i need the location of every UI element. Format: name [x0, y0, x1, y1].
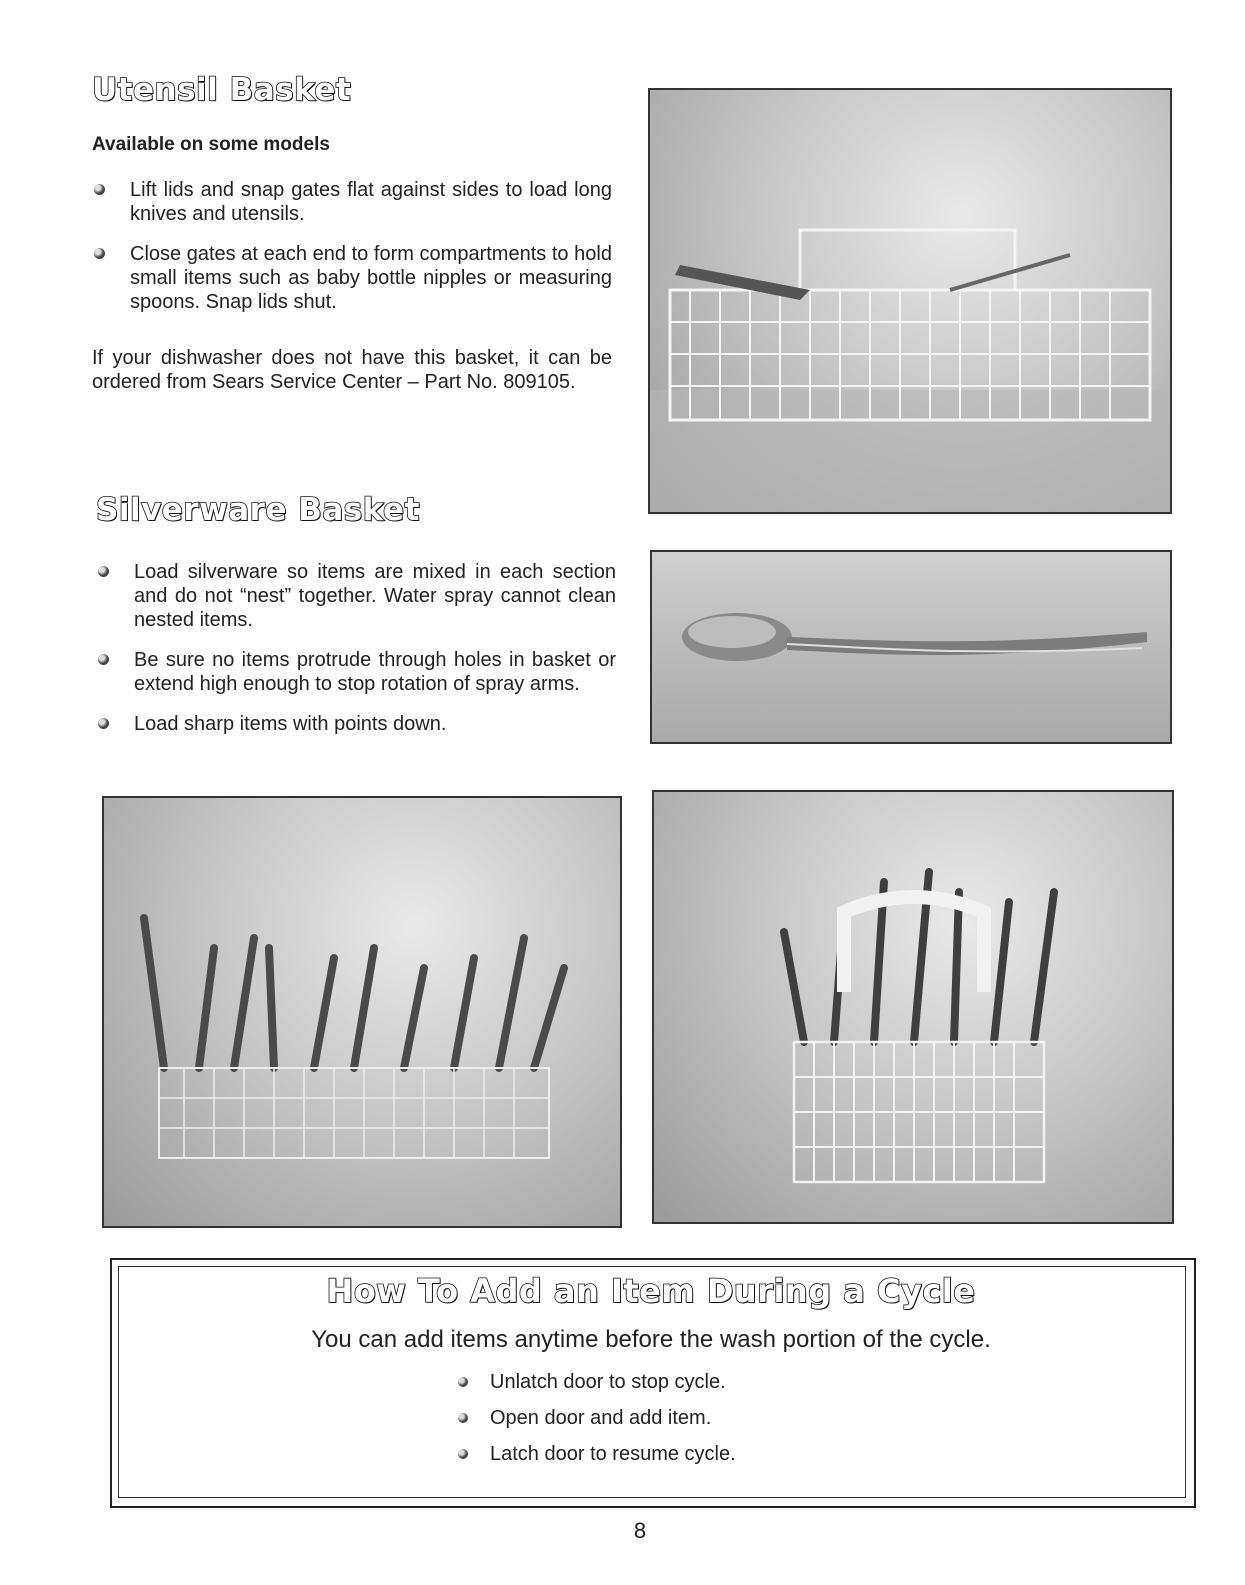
- list-item: Latch door to resume cycle.: [456, 1436, 956, 1472]
- nested-spoons-photo: [650, 550, 1172, 744]
- bullet-icon: [458, 1413, 468, 1423]
- silverware-bullet-list: [96, 560, 616, 752]
- silverware-basket-long-photo: [102, 796, 622, 1228]
- silverware-basket-heading: Silverware Basket: [96, 492, 420, 528]
- list-item: Be sure no items protrude through holes in basket or extend high enough to stop rotation of spray arms.: [96, 648, 616, 696]
- page-number: 8: [633, 1518, 647, 1543]
- list-item: Load silverware so items are mixed in each section and do not “nest” together. Water spray cannot clean nested items.: [96, 560, 616, 632]
- list-item: Lift lids and snap gates flat against sides to load long knives and utensils.: [92, 178, 612, 226]
- add-item-intro: You can add items anytime before the wash portion of the cycle.: [311, 1326, 991, 1353]
- list-item: Close gates at each end to form compartments to hold small items such as baby bottle nipples or measuring spoons. Snap lids shut.: [92, 242, 612, 314]
- add-item-heading: How To Add an Item During a Cycle: [326, 1272, 976, 1310]
- bullet-icon: [98, 654, 109, 665]
- bullet-icon: [458, 1449, 468, 1459]
- bullet-icon: [94, 184, 105, 195]
- add-item-steps: [456, 1364, 956, 1472]
- utensil-basket-heading: Utensil Basket: [92, 72, 352, 108]
- bullet-icon: [98, 566, 109, 577]
- utensil-basket-subheading: Available on some models: [92, 134, 330, 155]
- utensil-basket-photo: [648, 88, 1172, 514]
- utensil-order-note: If your dishwasher does not have this basket, it can be ordered from Sears Service Center – Part No. 809105.: [92, 347, 612, 393]
- bullet-icon: [98, 718, 109, 729]
- list-item: Open door and add item.: [456, 1400, 956, 1436]
- bullet-icon: [94, 248, 105, 259]
- list-item: Load sharp items with points down.: [96, 712, 616, 736]
- utensil-bullet-list: [92, 178, 612, 330]
- list-item: Unlatch door to stop cycle.: [456, 1364, 956, 1400]
- silverware-basket-handled-photo: [652, 790, 1174, 1224]
- bullet-icon: [458, 1377, 468, 1387]
